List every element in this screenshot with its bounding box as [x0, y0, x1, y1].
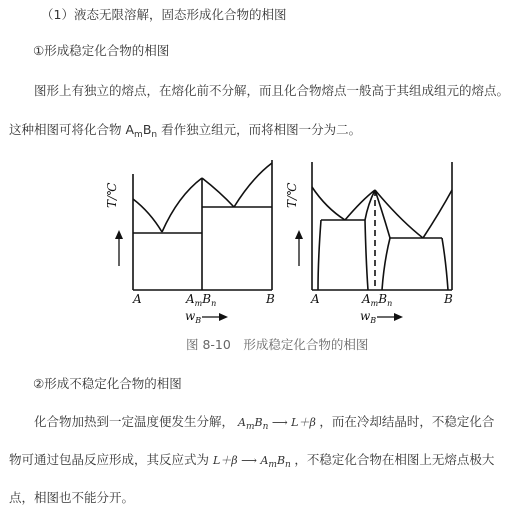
right-x-axis-label: $w_B$	[360, 309, 377, 325]
reaction1-left: $A_mB_n$	[238, 416, 269, 432]
para2-line2-post: ，不稳定化合物在相图上无熔点极大	[294, 452, 495, 467]
reaction2-arrow: ⟶	[241, 454, 257, 467]
figure-caption: 图 8-10 形成稳定化合物的相图	[186, 337, 369, 352]
reaction1	[238, 416, 319, 432]
sub1-heading: ①形成稳定化合物的相图	[33, 43, 170, 58]
right-x-label-B: B	[444, 292, 453, 306]
reaction1-arrow: ⟶	[271, 416, 288, 429]
para2-line2	[9, 452, 494, 473]
para2-line1	[34, 414, 494, 435]
left-x-label-mid: $A_mB_n$	[186, 292, 217, 308]
left-x-axis-label: $w_B$	[185, 309, 202, 325]
right-x-label-mid: $A_mB_n$	[362, 292, 393, 308]
para1-sub-n: n	[151, 130, 158, 140]
para2-line1-pre: 化合物加热到一定温度便发生分解，	[34, 414, 235, 429]
left-x-label-B: B	[266, 292, 275, 306]
para2-line2-pre: 物可通过包晶反应形成，其反应式为	[9, 452, 213, 467]
left-phase-diagram	[133, 160, 272, 290]
para1-sub-m: m	[134, 130, 143, 140]
reaction1-right: L＋β	[291, 416, 316, 429]
reaction2	[212, 454, 294, 470]
para1-line1: 图形上有独立的熔点，在熔化前不分解，而且化合物熔点一般高于其组成组元的熔点。	[34, 83, 510, 98]
section-heading: （1）液态无限溶解，固态形成化合物的相图	[41, 7, 287, 22]
para2-line1-post: ，而在冷却结晶时，不稳定化合	[319, 414, 495, 429]
right-phase-diagram	[312, 162, 452, 290]
reaction2-right: $A_mB_n$	[260, 454, 291, 470]
para1-line2-post: 看作独立组元，而将相图一分为二。	[157, 122, 362, 137]
sub2-heading: ②形成不稳定化合物的相图	[33, 376, 182, 391]
para1-B: B	[142, 122, 152, 137]
right-x-label-A: A	[311, 292, 320, 306]
para2-line3: 点，相图也不能分开。	[9, 490, 135, 505]
left-x-label-A: A	[133, 292, 142, 306]
left-y-label: T/℃	[105, 182, 119, 208]
para1-line2-pre: 这种相图可将化合物 A	[9, 122, 135, 137]
reaction2-left: L＋β	[212, 454, 238, 467]
right-y-label: T/℃	[285, 182, 299, 208]
